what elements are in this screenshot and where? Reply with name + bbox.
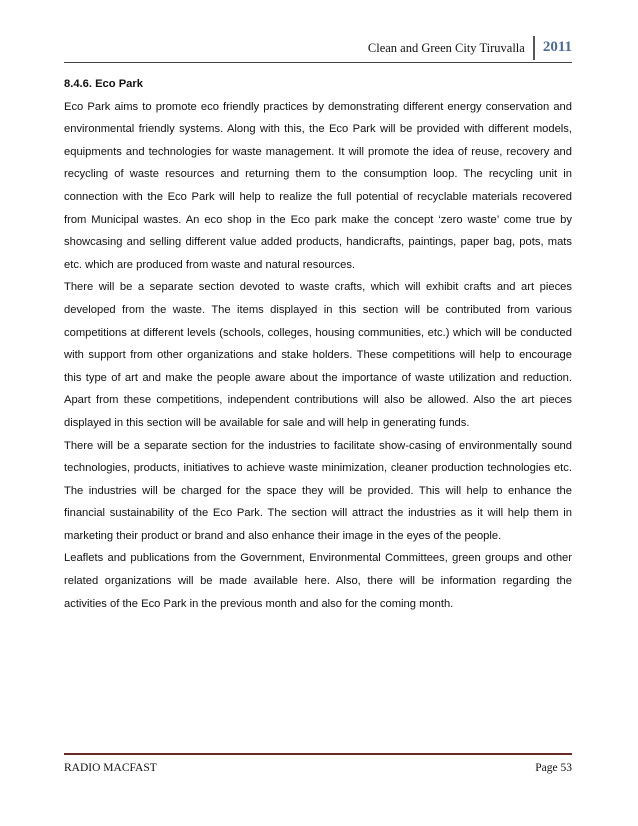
footer-organization: RADIO MACFAST — [64, 762, 157, 774]
header-divider — [64, 62, 572, 63]
paragraph-1: Eco Park aims to promote eco friendly practices by demonstrating different energy conservation and environmental friendly systems. Along with this, the Eco Park will be provided with different models, equipments and technologies for waste management. It will promote the idea of reuse, recovery and recycling of waste resources and returning them to the consumption loop. The recycling unit in connection with the Eco Park will help to realize the full potential of recyclable materials recovered from Municipal wastes. An eco shop in the Eco park make the concept ‘zero waste’ come true by showcasing and selling different value added products, handicrafts, paintings, paper bag, pots, mats etc. which are produced from waste and natural resources. — [64, 100, 572, 271]
paragraph-3: There will be a separate section for the industries to facilitate show-casing of environmentally sound technologies, products, initiatives to achieve waste minimization, cleaner production technologies etc. The industries will be charged for the space they will be provided. This will help to enhance the financial sustainability of the Eco Park. The section will attract the industries as it will help them in marketing their product or brand and also enhance their image in the eyes of the people. — [64, 439, 572, 542]
page-footer — [64, 762, 572, 774]
page-number: Page 53 — [535, 762, 572, 774]
footer-divider — [64, 753, 572, 755]
paragraph-2: There will be a separate section devoted to waste crafts, which will exhibit crafts and art pieces developed from the waste. The items displayed in this section will be contributed from various competitions at different levels (schools, colleges, housing communities, etc.) which will be conducted with support from other organizations and stake holders. These competitions will help to encourage this type of art and make the people aware about the importance of waste utilization and reduction. Apart from these competitions, independent contributions will also be allowed. Also the art pieces displayed in this section will be available for sale and will help in generating funds. — [64, 281, 572, 429]
header-title: Clean and Green City Tiruvalla — [367, 41, 525, 55]
paragraph-4: Leaflets and publications from the Government, Environmental Committees, green groups and other related organizations will be made available here. Also, there will be information regarding the activities of the Eco Park in the previous month and also for the coming month. — [64, 552, 572, 610]
section-heading: 8.4.6. Eco Park — [64, 78, 143, 90]
page-header — [368, 36, 572, 60]
header-year: 2011 — [533, 36, 572, 60]
document-body — [64, 73, 572, 615]
